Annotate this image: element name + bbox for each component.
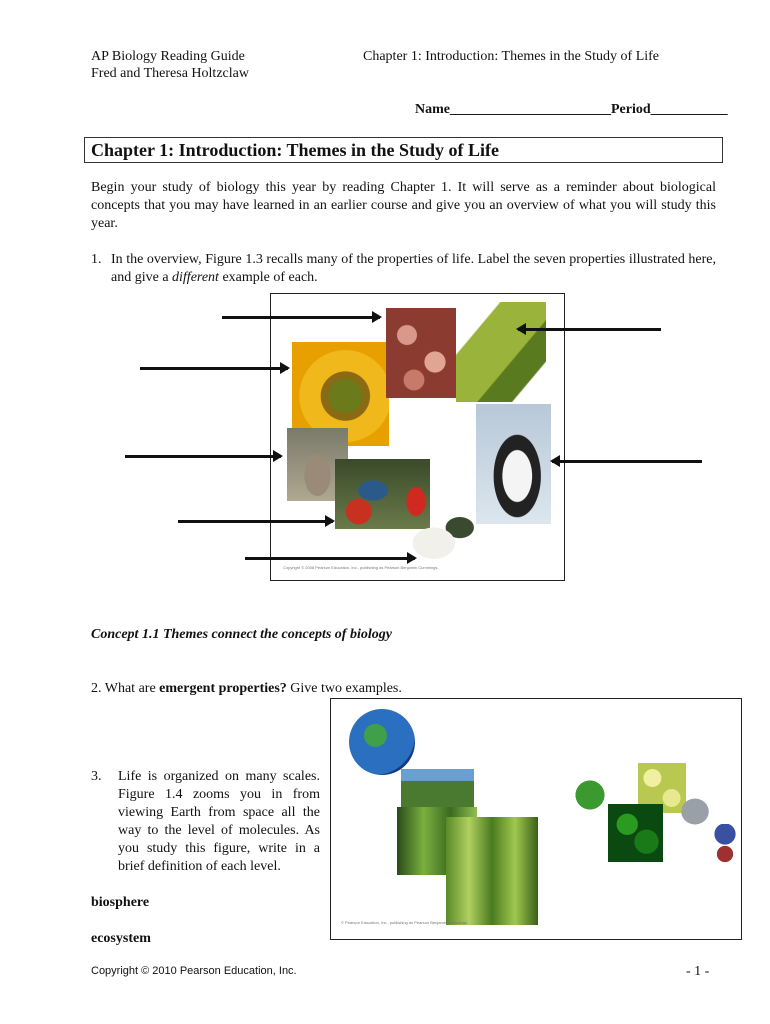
label-arrow-5 xyxy=(245,557,415,560)
label-arrow-2 xyxy=(140,367,288,370)
figure-2-credit: © Pearson Education, Inc., publishing as Pearson Benjamin Cummings. xyxy=(341,920,469,925)
molecule-photo xyxy=(714,824,736,874)
chapter-title-box xyxy=(84,137,723,163)
term-ecosystem: ecosystem xyxy=(91,931,151,946)
label-arrow-1 xyxy=(222,316,380,319)
chapter-title: Chapter 1: Introduction: Themes in the Study of Life xyxy=(91,140,500,160)
label-arrow-4 xyxy=(178,520,333,523)
term-biosphere: biosphere xyxy=(91,895,150,910)
authors: Fred and Theresa Holtzclaw xyxy=(91,66,249,81)
question-1-text-before: In the overview, Figure 1.3 recalls many of the properties of life. Label the seven properties illustrated here, and give a xyxy=(111,252,716,285)
hatchling-photo xyxy=(411,512,476,564)
guide-title: AP Biology Reading Guide xyxy=(91,49,245,64)
woods-photo xyxy=(446,817,538,925)
name-period-line: Name_______________________Period___________ xyxy=(415,102,728,117)
concept-heading: Concept 1.1 Themes connect the concepts of biology xyxy=(91,627,392,642)
figure-properties-of-life xyxy=(270,293,565,581)
footer-copyright: Copyright © 2010 Pearson Education, Inc. xyxy=(91,965,297,977)
question-1-emphasis: different xyxy=(172,270,219,285)
intro-paragraph: Begin your study of biology this year by reading Chapter 1. It will serve as a reminder about biological concepts that you may have learned in an earlier course and give you an overview of what you will study this year. xyxy=(91,180,716,231)
label-arrow-6 xyxy=(518,328,661,331)
figure-levels-of-organization xyxy=(330,698,742,940)
label-arrow-3 xyxy=(125,455,281,458)
figure-1-credit: Copyright © 2008 Pearson Education, Inc., publishing as Pearson Benjamin Cummings. xyxy=(283,565,439,570)
landscape-photo xyxy=(401,769,474,808)
question-1-number: 1. xyxy=(91,252,102,267)
earth-photo xyxy=(349,709,415,775)
question-2-before: 2. What are xyxy=(91,681,160,696)
chloroplast-photo xyxy=(671,789,719,834)
question-2 xyxy=(91,680,402,698)
question-2-after: Give two examples. xyxy=(286,681,402,696)
tissue-photo xyxy=(608,804,663,862)
question-1-text-after: example of each. xyxy=(218,270,318,285)
plant-photo xyxy=(456,302,546,402)
coral-photo xyxy=(386,308,456,398)
chapter-header: Chapter 1: Introduction: Themes in the Study of Life xyxy=(363,49,660,64)
question-3-text: Life is organized on many scales. Figure 1.4 zooms you in from viewing Earth from space all the way to the level of molecules. As you study this figure, write in a brief definition of each level. xyxy=(118,769,320,874)
question-3-number: 3. xyxy=(91,769,102,784)
leaf-photo xyxy=(566,774,614,816)
question-1-text xyxy=(111,251,716,287)
question-2-bold: emergent properties? xyxy=(159,681,287,696)
penguins-photo xyxy=(476,404,551,524)
page-number: - 1 - xyxy=(686,964,710,979)
label-arrow-7 xyxy=(552,460,702,463)
